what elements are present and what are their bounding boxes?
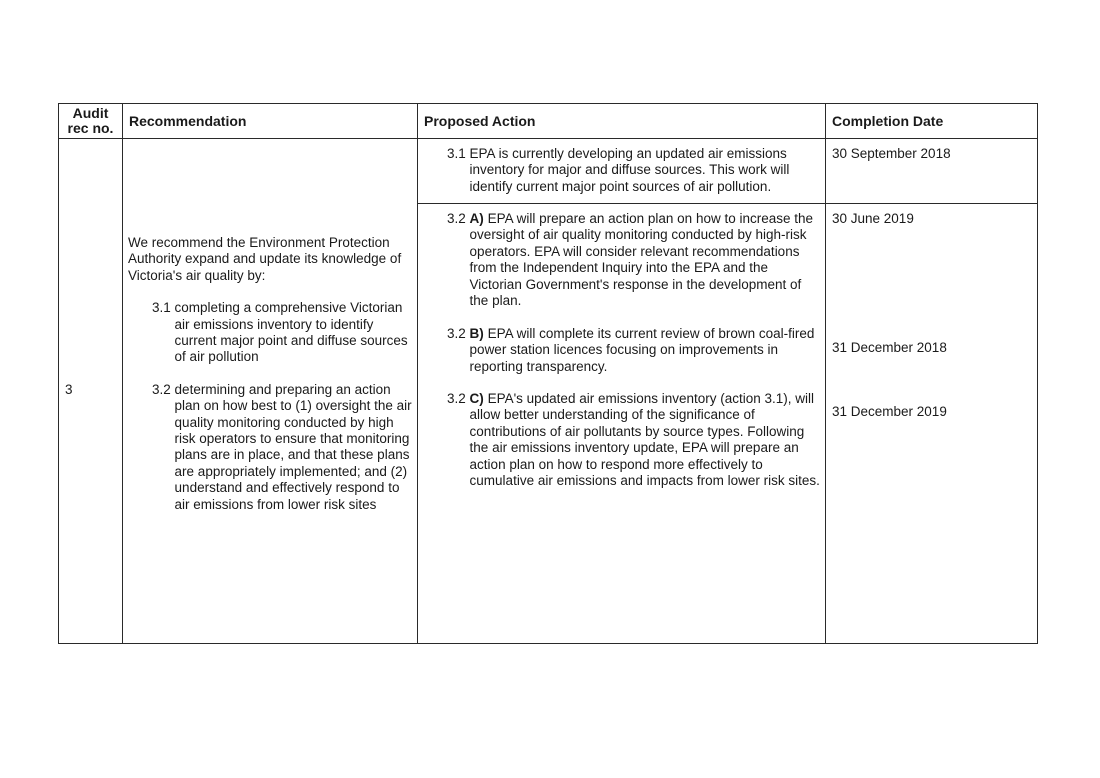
audit-recommendation-table bbox=[58, 103, 1038, 644]
completion-date: 31 December 2018 bbox=[832, 340, 947, 355]
column-divider bbox=[825, 104, 826, 643]
action-text: EPA will complete its current review of brown coal-fired power station licences focusing on improvements in reporting transparency. bbox=[469, 326, 815, 374]
action-item bbox=[447, 391, 821, 489]
completion-date: 30 June 2019 bbox=[832, 211, 914, 226]
header-completion-date: Completion Date bbox=[832, 112, 944, 129]
recommendation-item-number: 3.2 bbox=[152, 381, 171, 397]
action-item bbox=[447, 326, 821, 375]
action-text: EPA's updated air emissions inventory (action 3.1), will allow better understanding of the significance of contributions of air pollutants by source types. Following the air emissions inventory update, EPA will prepare an action plan on how to respond more effectively to cumulative air emissions and impacts from lower risk sites. bbox=[469, 391, 820, 489]
row-divider bbox=[417, 203, 1037, 204]
completion-date: 30 September 2018 bbox=[832, 146, 951, 161]
action-letter: A) bbox=[469, 211, 484, 226]
action-text: EPA is currently developing an updated air emissions inventory for major and diffuse sources. This work will identify current major point sources of air pollution. bbox=[469, 146, 790, 194]
recommendation-item-text: determining and preparing an action plan on how best to (1) oversight the air quality monitoring conducted by high risk operators to ensure that monitoring plans are in place, and that these plans are appropriately implemented; and (2) understand and effectively respond to air emissions from lower risk sites bbox=[174, 381, 412, 512]
recommendation-cell bbox=[128, 235, 413, 513]
header-audit-rec-no-label: Audit rec no. bbox=[67, 105, 114, 136]
header-proposed-action: Proposed Action bbox=[424, 112, 536, 129]
header-divider bbox=[59, 138, 1037, 139]
action-number: 3.2 bbox=[447, 326, 466, 341]
recommendation-intro: We recommend the Environment Protection Authority expand and update its knowledge of Victoria's air quality by: bbox=[128, 235, 402, 283]
action-number: 3.2 bbox=[447, 391, 466, 406]
action-letter: C) bbox=[469, 391, 484, 406]
action-number: 3.2 bbox=[447, 211, 466, 226]
recommendation-item-number: 3.1 bbox=[152, 300, 171, 316]
action-text: EPA will prepare an action plan on how to increase the oversight of air quality monitoring conducted by high-risk operators. EPA will consider relevant recommendations from the Independent Inquiry into the EPA and the Victorian Government's response in the development of the plan. bbox=[469, 211, 814, 309]
column-divider bbox=[122, 104, 123, 643]
action-number: 3.1 bbox=[447, 146, 466, 161]
column-divider bbox=[417, 104, 418, 643]
recommendation-item-text: completing a comprehensive Victorian air emissions inventory to identify current major point and diffuse sources of air pollution bbox=[174, 300, 408, 365]
recommendation-item bbox=[152, 382, 413, 513]
action-letter: B) bbox=[469, 326, 484, 341]
action-item bbox=[447, 146, 819, 195]
header-audit-rec-no bbox=[59, 104, 122, 138]
recommendation-item bbox=[152, 300, 413, 366]
action-item bbox=[447, 211, 821, 309]
completion-date: 31 December 2019 bbox=[832, 404, 947, 419]
audit-rec-number: 3 bbox=[65, 382, 73, 397]
header-recommendation: Recommendation bbox=[129, 112, 247, 129]
